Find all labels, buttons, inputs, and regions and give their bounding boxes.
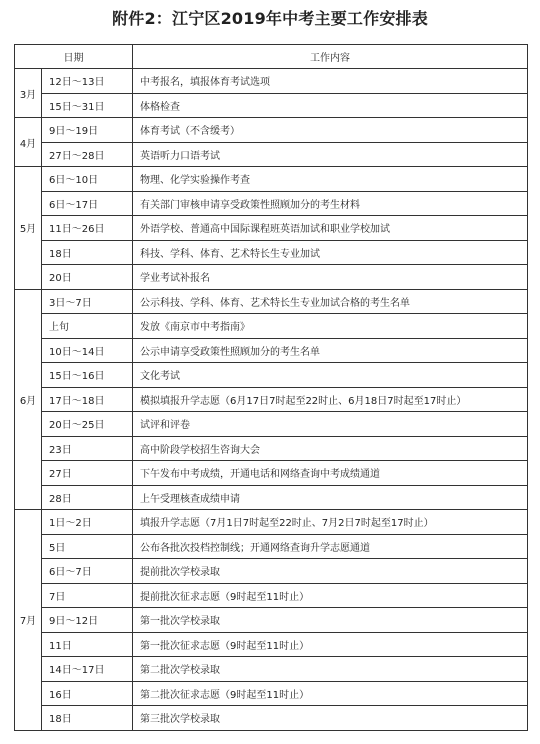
table-row [15,191,528,216]
date-cell: 12日～13日 [42,69,133,94]
content-cell: 公示申请享受政策性照顾加分的考生名单 [133,338,528,363]
month-cell: 6月 [15,289,42,510]
content-cell: 外语学校、普通高中国际课程班英语加试和职业学校加试 [133,216,528,241]
table-row [15,485,528,510]
table-row [15,461,528,486]
content-cell: 填报升学志愿（7月1日7时起至22时止、7月2日7时起至17时止） [133,510,528,535]
date-cell: 6日～7日 [42,559,133,584]
table-row [15,265,528,290]
date-cell: 7日 [42,583,133,608]
date-cell: 14日～17日 [42,657,133,682]
content-cell: 中考报名，填报体育考试选项 [133,69,528,94]
month-cell: 5月 [15,167,42,290]
date-cell: 17日～18日 [42,387,133,412]
date-cell: 6日～10日 [42,167,133,192]
date-cell: 上旬 [42,314,133,339]
content-cell: 公布各批次投档控制线；开通网络查询升学志愿通道 [133,534,528,559]
date-cell: 5日 [42,534,133,559]
table-header-row [15,45,528,69]
date-cell: 15日～16日 [42,363,133,388]
table-row [15,338,528,363]
content-cell: 体格检查 [133,93,528,118]
content-cell: 高中阶段学校招生咨询大会 [133,436,528,461]
content-cell: 提前批次学校录取 [133,559,528,584]
table-row [15,240,528,265]
table-row [15,583,528,608]
content-cell: 文化考试 [133,363,528,388]
date-cell: 11日 [42,632,133,657]
date-cell: 27日 [42,461,133,486]
date-cell: 9日～12日 [42,608,133,633]
table-row [15,706,528,731]
table-row [15,167,528,192]
date-cell: 6日～17日 [42,191,133,216]
table-row [15,534,528,559]
schedule-table [14,44,528,731]
month-cell: 7月 [15,510,42,731]
table-row [15,436,528,461]
content-cell: 第二批次学校录取 [133,657,528,682]
table-row [15,118,528,143]
date-cell: 9日～19日 [42,118,133,143]
content-cell: 第二批次征求志愿（9时起至11时止） [133,681,528,706]
content-cell: 物理、化学实验操作考查 [133,167,528,192]
content-cell: 第一批次征求志愿（9时起至11时止） [133,632,528,657]
content-cell: 模拟填报升学志愿（6月17日7时起至22时止、6月18日7时起至17时止） [133,387,528,412]
table-row [15,69,528,94]
month-cell: 3月 [15,69,42,118]
date-column-header: 日期 [15,45,133,69]
date-cell: 10日～14日 [42,338,133,363]
content-cell: 学业考试补报名 [133,265,528,290]
date-cell: 1日～2日 [42,510,133,535]
date-cell: 15日～31日 [42,93,133,118]
table-row [15,93,528,118]
page-title: 附件2：江宁区2019年中考主要工作安排表 [112,9,428,28]
date-cell: 27日～28日 [42,142,133,167]
content-cell: 科技、学科、体育、艺术特长生专业加试 [133,240,528,265]
month-cell: 4月 [15,118,42,167]
content-cell: 有关部门审核申请享受政策性照顾加分的考生材料 [133,191,528,216]
date-cell: 20日～25日 [42,412,133,437]
table-row [15,363,528,388]
content-column-header: 工作内容 [133,45,528,69]
table-row [15,216,528,241]
date-cell: 3日～7日 [42,289,133,314]
date-cell: 18日 [42,240,133,265]
content-cell: 英语听力口语考试 [133,142,528,167]
table-body [15,69,528,731]
content-cell: 试评和评卷 [133,412,528,437]
table-row [15,314,528,339]
table-row [15,510,528,535]
table-row [15,608,528,633]
content-cell: 下午发布中考成绩，开通电话和网络查询中考成绩通道 [133,461,528,486]
date-cell: 16日 [42,681,133,706]
content-cell: 公示科技、学科、体育、艺术特长生专业加试合格的考生名单 [133,289,528,314]
table-row [15,559,528,584]
date-cell: 11日～26日 [42,216,133,241]
table-row [15,412,528,437]
date-cell: 23日 [42,436,133,461]
table-row [15,681,528,706]
content-cell: 上午受理核查成绩申请 [133,485,528,510]
date-cell: 18日 [42,706,133,731]
table-row [15,632,528,657]
content-cell: 第一批次学校录取 [133,608,528,633]
date-cell: 28日 [42,485,133,510]
table-row [15,289,528,314]
date-cell: 20日 [42,265,133,290]
table-row [15,142,528,167]
table-row [15,657,528,682]
content-cell: 提前批次征求志愿（9时起至11时止） [133,583,528,608]
content-cell: 发放《南京市中考指南》 [133,314,528,339]
content-cell: 第三批次学校录取 [133,706,528,731]
table-row [15,387,528,412]
content-cell: 体育考试（不含缓考） [133,118,528,143]
